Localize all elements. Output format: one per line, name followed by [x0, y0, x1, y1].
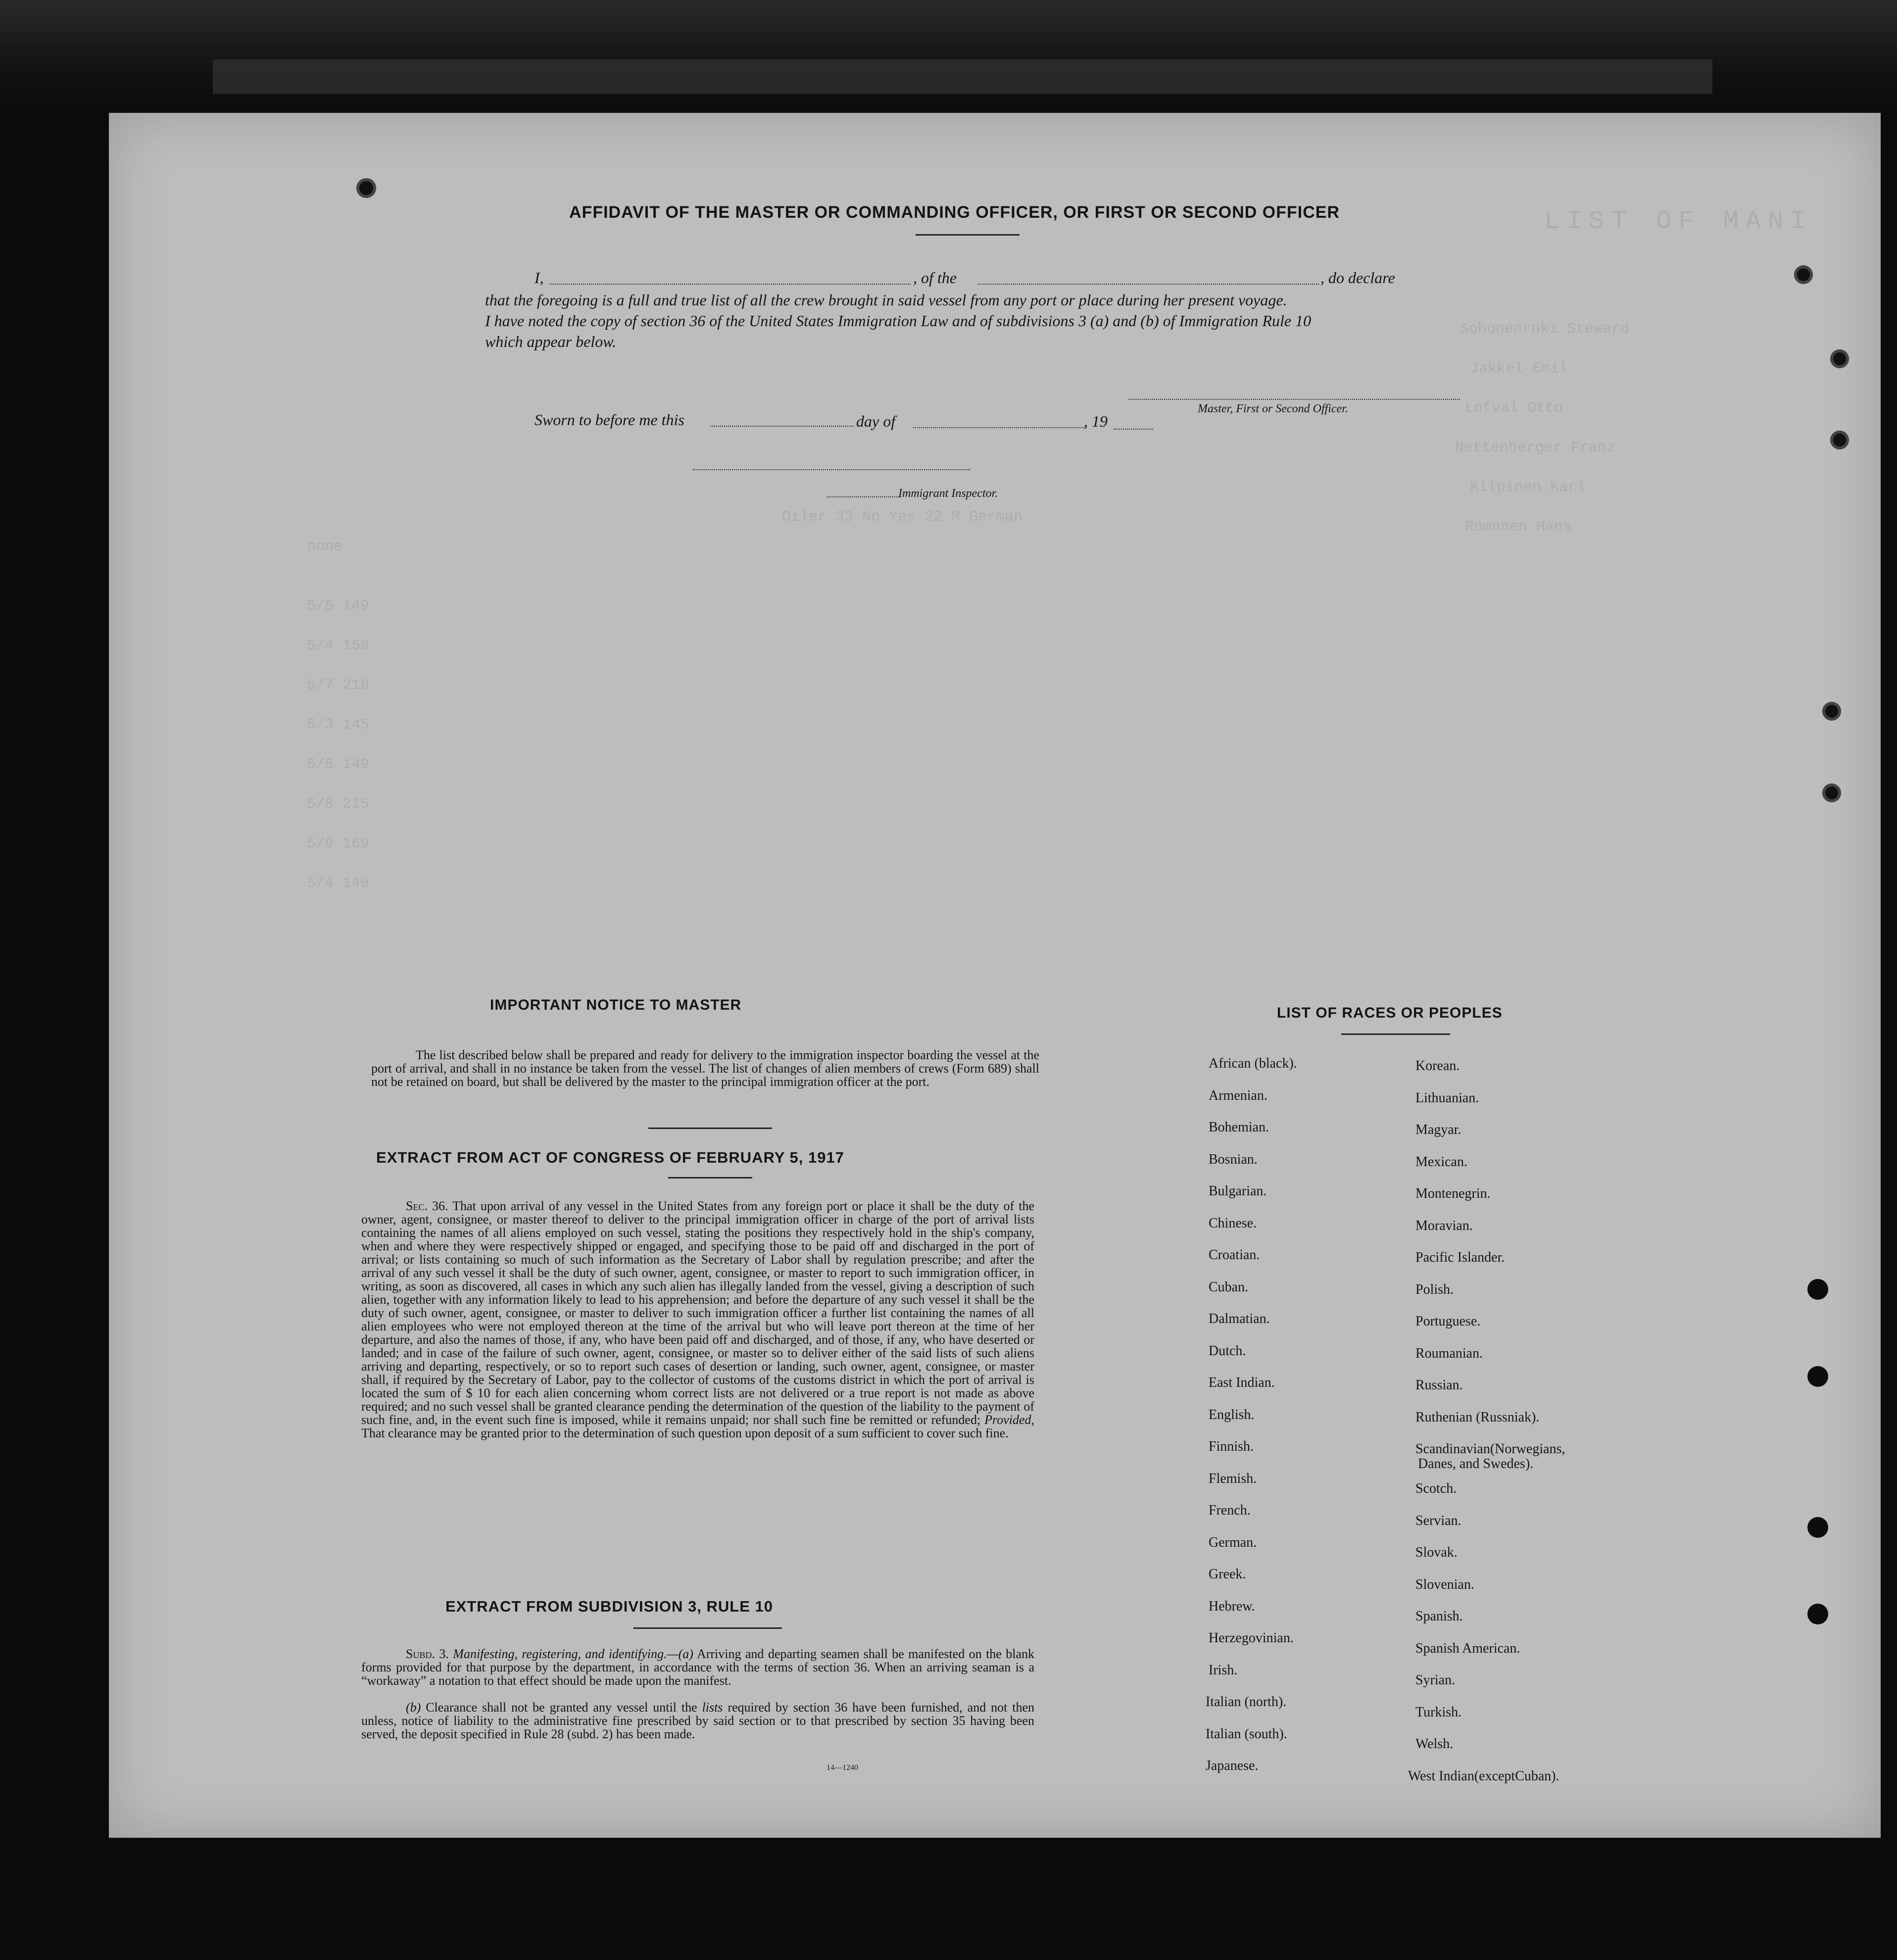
race-item: Irish.	[1209, 1662, 1238, 1678]
bleed-through-row: Lofval Otto	[1465, 400, 1563, 417]
race-item: Greek.	[1209, 1567, 1246, 1582]
race-item: Cuban.	[1209, 1279, 1249, 1295]
day-blank	[710, 426, 854, 427]
race-item: Pacific Islander.	[1415, 1250, 1505, 1265]
inspector-signature-line	[693, 469, 970, 470]
race-item: Dutch.	[1209, 1343, 1246, 1359]
month-blank	[913, 427, 1086, 428]
binding-hole	[1794, 265, 1813, 284]
bleed-through-row: 5/8 215	[307, 796, 370, 813]
race-item: Moravian.	[1415, 1218, 1473, 1233]
binding-hole	[356, 178, 376, 198]
form-number: 14—1240	[827, 1764, 858, 1772]
section-36-tail: That clearance may be granted prior to the determination of such question upon deposit of a sum sufficient to cover such fine.	[361, 1426, 1009, 1440]
race-item: Armenian.	[1209, 1087, 1267, 1103]
race-item: West Indian(exceptCuban).	[1408, 1768, 1559, 1784]
affidavit-line-2: that the foregoing is a full and true list of all the crew brought in said vessel from any port or place during her present voyage.	[485, 291, 1287, 309]
race-item: Russian.	[1415, 1377, 1463, 1393]
master-label: Master, First or Second Officer.	[1198, 402, 1348, 415]
subd-a-text: Arriving and departing seamen shall be manifested on the blank forms provided for that purpose by the department, in accordance with the terms of section 36. When an arriving seaman is a “workaway” a notation to that effect should be made upon the manifest.	[361, 1647, 1035, 1688]
race-item: Scandinavian(Norwegians,	[1415, 1441, 1565, 1457]
binding-hole	[1807, 1517, 1828, 1538]
master-signature-line	[1128, 399, 1460, 400]
affidavit-line-3: I have noted the copy of section 36 of the United States Immigration Law and of subdivisions 3 (a) and (b) of Immigration Rule 10	[485, 312, 1312, 330]
race-item: Japanese.	[1206, 1758, 1259, 1773]
binding-hole	[1822, 702, 1841, 721]
subd-label: Subd. 3.	[406, 1647, 449, 1661]
bleed-through-row: 5/5 149	[307, 598, 370, 615]
section-label: Sec. 36.	[406, 1199, 448, 1213]
races-rule	[1341, 1033, 1450, 1035]
extract1-title: EXTRACT FROM ACT OF CONGRESS OF FEBRUARY 5, 1917	[376, 1149, 844, 1166]
binding-hole	[1807, 1604, 1828, 1624]
affidavit-title: AFFIDAVIT OF THE MASTER OR COMMANDING OFFICER, OR FIRST OR SECOND OFFICER	[569, 203, 1340, 222]
race-item: French.	[1209, 1503, 1251, 1518]
extract2-title: EXTRACT FROM SUBDIVISION 3, RULE 10	[445, 1598, 773, 1615]
race-item: Finnish.	[1209, 1439, 1254, 1454]
binding-hole	[1822, 784, 1841, 802]
bleed-through-row: Kilpinen Karl	[1470, 479, 1586, 496]
race-item: Spanish American.	[1415, 1640, 1520, 1656]
race-item: Spanish.	[1415, 1609, 1463, 1624]
race-item: Turkish.	[1415, 1704, 1462, 1720]
manifest-sheet	[109, 113, 1881, 1838]
race-item: Italian (north).	[1206, 1694, 1287, 1710]
bleed-through-row: 5/4 140	[307, 875, 370, 892]
affidavit-i: I,	[535, 269, 544, 287]
race-item: Ruthenian (Russniak).	[1415, 1409, 1540, 1425]
bleed-through-row: Sohonenrnki Steward	[1460, 321, 1630, 338]
race-item: African (black).	[1209, 1056, 1297, 1071]
name-blank	[549, 284, 911, 285]
title-underline	[916, 234, 1020, 236]
section-36-text: That upon arrival of any vessel in the United States from any foreign port or place it shall be the duty of the owner, agent, consignee, or master thereof to deliver to the principal immigration officer in charge of the port of arrival lists containing the names of all aliens employed on such vessel, stating the positions they respectively hold in the ship's company, when and where they were respectively shipped or engaged, and specifying those to be paid off and discharged in the port of arrival; or lists containing so much of such information as the Secretary of Labor shall by regulation prescribe; and after the arrival of any such vessel it shall be the duty of such owner, agent, consignee, or master to report to such immigration officer, in writing, as soon as discovered, all cases in which any such alien has illegally landed from the vessel, giving a description of such alien, together with any information likely to lead to his apprehension; and before the departure of any such vessel it shall be the duty of such owner, agent, consignee, or master to deliver to such immigration officer a further list containing the names of all alien employees who were not employed thereon at the time of the arrival but who will leave port thereon at the time of her departure, and also the names of those, if any, who have been paid off and discharged, and of those, if any, who have deserted or landed; and in case of the failure of such owner, agent, consignee, or master so to deliver either of the said lists of such aliens arriving and departing, respectively, or so to report such cases of desertion or landing, such owner, agent, consignee, or master shall, if required by the Secretary of Labor, pay to the collector of customs of the customs district in which the port of arrival is located the sum of $ 10 for each alien concerning whom correct lists are not delivered or a true report is not made as above required; and no such vessel shall be granted clearance pending the determination of the question of the liability to the payment of such fine, and, in the event such fine is imposed, while it remains unpaid; nor shall such fine be remitted or refunded;	[361, 1199, 1034, 1427]
affidavit-line-4: which appear below.	[485, 333, 617, 350]
lists-word: lists	[702, 1700, 723, 1715]
race-item: Italian (south).	[1206, 1726, 1287, 1742]
vessel-blank	[977, 284, 1319, 285]
binding-hole	[1830, 349, 1849, 368]
day-of-text: day of	[856, 412, 896, 430]
subd-b-label: (b)	[406, 1700, 421, 1715]
year-blank	[1114, 429, 1153, 430]
race-item: Slovak.	[1415, 1545, 1458, 1560]
bleed-through-row: Oiler 33 No Yes 22 M German	[782, 509, 1023, 526]
race-item: Korean.	[1415, 1058, 1460, 1074]
affidavit-declare: , do declare	[1320, 269, 1395, 287]
notice-rule	[648, 1127, 772, 1129]
subd-b-text-2: required by section 36 have been furnished, and not then unless, notice of liability to the administrative fine prescribed by said section or to that prescribed by section 35 having been served, the deposit specified in Rule 28 (subd. 2) has been made.	[361, 1700, 1034, 1741]
bleed-through-row: Romnnen Hans	[1465, 519, 1572, 536]
back-sheet-edge	[213, 59, 1712, 94]
binding-hole	[1807, 1366, 1828, 1387]
race-item: Slovenian.	[1415, 1576, 1474, 1592]
extract2-rule	[633, 1627, 782, 1629]
race-item: Hebrew.	[1209, 1598, 1255, 1614]
race-item: Mexican.	[1415, 1154, 1467, 1170]
bleed-through-row: 5/4 150	[307, 637, 370, 654]
race-item: East Indian.	[1209, 1375, 1275, 1390]
dark-background-top	[0, 0, 1897, 114]
race-item: Polish.	[1415, 1281, 1454, 1297]
binding-hole	[1830, 431, 1849, 449]
race-item: Welsh.	[1415, 1736, 1454, 1752]
bleed-through-title: LIST OF MANI	[1544, 207, 1813, 236]
bleed-through-row: 5/7 218	[307, 677, 370, 694]
race-item: Herzegovinian.	[1209, 1630, 1294, 1646]
provided-label: Provided,	[984, 1413, 1034, 1427]
race-item: Chinese.	[1209, 1215, 1257, 1231]
race-item: Danes, and Swedes).	[1418, 1456, 1534, 1471]
race-item: Scotch.	[1415, 1481, 1457, 1496]
inspector-signature-line-2	[827, 496, 901, 497]
race-item: Magyar.	[1415, 1122, 1461, 1137]
race-item: Bosnian.	[1209, 1151, 1258, 1167]
year-prefix: , 19	[1084, 412, 1108, 430]
race-item: Syrian.	[1415, 1672, 1456, 1688]
races-title: LIST OF RACES OR PEOPLES	[1277, 1005, 1503, 1021]
race-item: Croatian.	[1209, 1247, 1260, 1263]
bleed-through-row: Jakkel Emil	[1470, 360, 1568, 377]
race-item: German.	[1209, 1534, 1257, 1550]
race-item: Flemish.	[1209, 1470, 1257, 1486]
bleed-through-row: 5/5 149	[307, 756, 370, 773]
bleed-through-row: 5/3 145	[307, 717, 370, 734]
bleed-through-row: Nettenberger Franz	[1455, 440, 1616, 456]
subd-title: Manifesting, registering, and identifying.—(a)	[453, 1647, 693, 1661]
inspector-label: Immigrant Inspector.	[898, 487, 998, 500]
bleed-through-row: 5/9 169	[307, 835, 370, 852]
bleed-through-row: none	[307, 539, 343, 555]
subdivision-a	[361, 1647, 1034, 1687]
extract1-rule	[668, 1177, 752, 1178]
race-item: English.	[1209, 1407, 1255, 1422]
race-item: Lithuanian.	[1415, 1090, 1479, 1106]
race-item: Bohemian.	[1209, 1120, 1269, 1135]
race-item: Bulgarian.	[1209, 1183, 1267, 1199]
binding-hole	[1807, 1279, 1828, 1300]
notice-body: The list described below shall be prepared and ready for delivery to the immigration inspector boarding the vessel at the port of arrival, and shall in no instance be taken from the vessel. The list of changes of alien members of crews (Form 689) shall not be retained on board, but shall be delivered by the master to the principal immigration officer at the port.	[371, 1048, 1039, 1089]
race-item: Roumanian.	[1415, 1345, 1483, 1361]
race-item: Servian.	[1415, 1513, 1461, 1528]
affidavit-of-the: , of the	[913, 269, 957, 287]
subdivision-b	[361, 1701, 1034, 1741]
race-item: Portuguese.	[1415, 1314, 1481, 1329]
subd-b-text-1: Clearance shall not be granted any vessel until the	[426, 1700, 697, 1715]
sworn-text: Sworn to before me this	[535, 411, 684, 429]
race-item: Montenegrin.	[1415, 1186, 1491, 1201]
extract1-body	[361, 1199, 1034, 1440]
race-item: Dalmatian.	[1209, 1311, 1270, 1326]
notice-title: IMPORTANT NOTICE TO MASTER	[490, 997, 742, 1013]
